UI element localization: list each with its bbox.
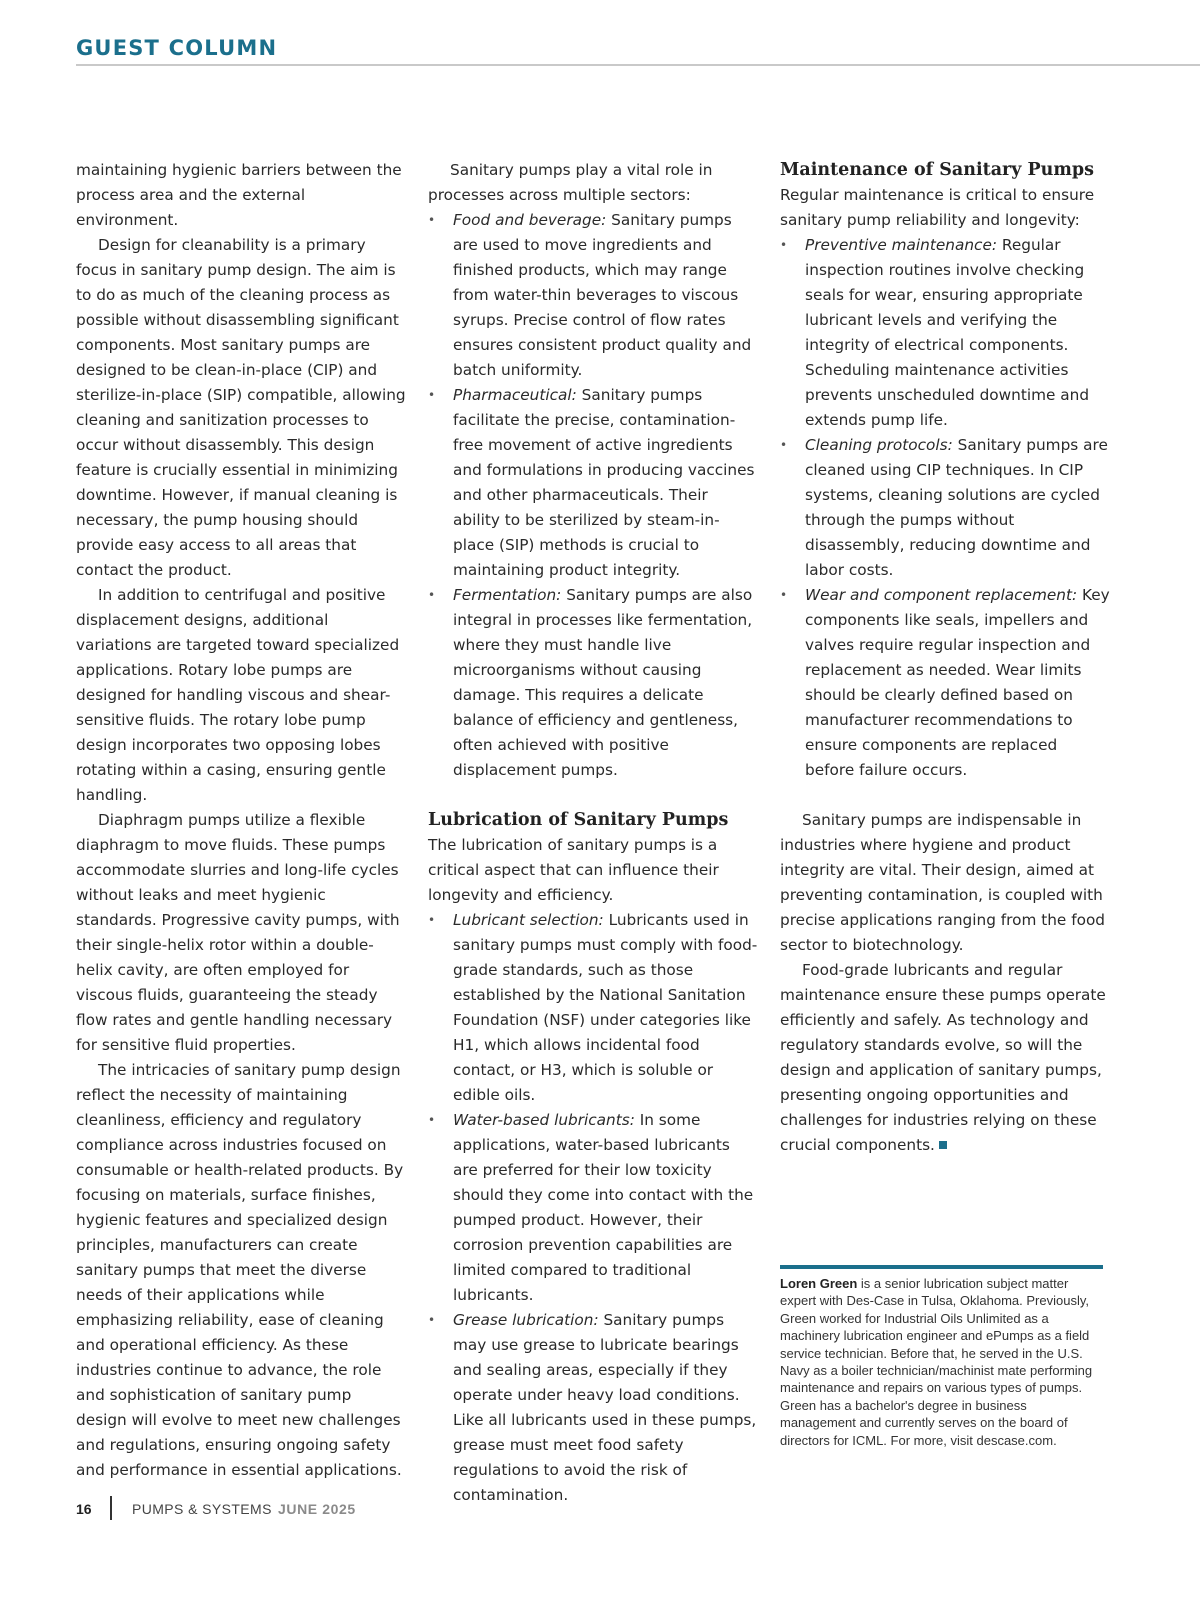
footer-divider [110,1496,112,1520]
list-term: Wear and component replacement: [805,586,1078,604]
list-text: Key components like seals, impellers and valves require regular inspection and replacement as needed. Wear limits should be clearly defined based on manufacturer recommendations to ensure components are replaced before failure occurs. [805,586,1110,779]
list-text: Sanitary pumps are also integral in processes like fermentation, where they must handle live microorganisms without causing damage. This requires a delicate balance of efficiency and gentleness, often achieved with positive displacement pumps. [453,586,753,779]
list-item [428,908,758,1108]
list-item [780,433,1110,583]
list-term: Cleaning protocols: [805,436,953,454]
paragraph: Sanitary pumps play a vital role in processes across multiple sectors: [428,161,713,204]
author-bio-text: is a senior lubrication subject matter expert with Des-Case in Tulsa, Oklahoma. Previously, Green worked for Industrial Oils Unlimited as a machinery lubrication engineer and ePumps as a field service technician. Before that, he served in the U.S. Navy as a boiler technician/machinist mate performing maintenance and repairs on various types of pumps. Green has a bachelor's degree in business management and currently serves on the board of directors for ICML. For more, visit descase.com. [780,1276,1093,1448]
list-term: Fermentation: [453,586,562,604]
list-term: Water-based lubricants: [453,1111,635,1129]
list-item [428,1108,758,1308]
list-term: Pharmaceutical: [453,386,577,404]
list-text: Sanitary pumps are used to move ingredients and finished products, which may range from water-thin beverages to viscous syrups. Precise control of flow rates ensures consistent product quality and batch uniformity. [453,211,752,379]
list-term: Lubricant selection: [453,911,604,929]
paragraph: Regular maintenance is critical to ensure sanitary pump reliability and longevity: [780,186,1095,229]
paragraph: Sanitary pumps are indispensable in industries where hygiene and product integrity are vital. Their design, aimed at preventing contamination, is coupled with precise applications ranging from the food sector to biotechnology. [780,811,1106,954]
list-item [780,233,1110,433]
list-text: Sanitary pumps facilitate the precise, contamination-free movement of active ingredients and formulations in producing vaccines and other pharmaceuticals. Their ability to be sterilized by steam-in-place (SIP) methods is crucial to maintaining product integrity. [453,386,755,579]
column-1 [76,158,406,1483]
issue-date: JUNE 2025 [278,1501,356,1517]
list-text: Regular inspection routines involve checking seals for wear, ensuring appropriate lubricant levels and verifying the integrity of electrical components. Scheduling maintenance activities prevents unscheduled downtime and extends pump life. [805,236,1090,429]
paragraph: Diaphragm pumps utilize a flexible diaphragm to move fluids. These pumps accommodate slurries and long-life cycles without leaks and meet hygienic standards. Progressive cavity pumps, with their single-helix rotor within a double-helix cavity, are often employed for viscous fluids, guaranteeing the steady flow rates and gentle handling necessary for sensitive fluid properties. [76,811,400,1054]
author-bio [780,1265,1103,1449]
paragraph: The intricacies of sanitary pump design reflect the necessity of maintaining cleanliness, efficiency and regulatory compliance across industries focused on consumable or health-related products. By focusing on materials, surface finishes, hygienic features and specialized design principles, manufacturers can create sanitary pumps that meet the diverse needs of their applications while emphasizing reliability, ease of cleaning and operational efficiency. As these industries continue to advance, the role and sophistication of sanitary pump design will evolve to meet new challenges and regulations, ensuring ongoing safety and performance in essential applications. [76,1061,404,1479]
section-title: GUEST COLUMN [76,36,278,60]
end-of-article-icon [939,1141,947,1149]
paragraph: In addition to centrifugal and positive displacement designs, additional variations are targeted toward specialized applications. Rotary lobe pumps are designed for handling viscous and shear-sensitive fluids. The rotary lobe pump design incorporates two opposing lobes rotating within a casing, ensuring gentle handling. [76,586,400,804]
paragraph: Design for cleanability is a primary focus in sanitary pump design. The aim is to do as much of the cleaning process as possible without disassembling significant components. Most sanitary pumps are designed to be clean-in-place (CIP) and sterilize-in-place (SIP) compatible, allowing cleaning and sanitization processes to occur without disassembly. This design feature is crucially essential in minimizing downtime. However, if manual cleaning is necessary, the pump housing should provide easy access to all areas that contact the product. [76,236,406,579]
author-name: Loren Green [780,1276,858,1291]
list-item [428,208,758,383]
list-text: Lubricants used in sanitary pumps must comply with food-grade standards, such as those established by the National Sanitation Foundation (NSF) under categories like H1, which allows incidental food contact, or H3, which is soluble or edible oils. [453,911,758,1104]
column-3 [780,158,1110,1158]
paragraph: maintaining hygienic barriers between the process area and the external environment. [76,161,402,229]
paragraph [780,958,1110,1158]
list-text: Sanitary pumps may use grease to lubricate bearings and sealing areas, especially if they operate under heavy load conditions. Like all lubricants used in these pumps, grease must meet food safety regulations to avoid the risk of contamination. [453,1311,757,1504]
list-term: Food and beverage: [453,211,607,229]
publication-name: PUMPS & SYSTEMS [132,1501,272,1517]
section-heading: Lubrication of Sanitary Pumps [428,810,729,830]
list-item [428,383,758,583]
paragraph: The lubrication of sanitary pumps is a critical aspect that can influence their longevity and efficiency. [428,836,719,904]
list-term: Grease lubrication: [453,1311,599,1329]
lubrication-list [428,908,758,1508]
list-text: Sanitary pumps are cleaned using CIP techniques. In CIP systems, cleaning solutions are cycled through the pumps without disassembly, reducing downtime and labor costs. [805,436,1108,579]
list-term: Preventive maintenance: [805,236,998,254]
list-item [428,583,758,783]
list-text: In some applications, water-based lubricants are preferred for their low toxicity should they come into contact with the pumped product. However, their corrosion prevention capabilities are limited compared to traditional lubricants. [453,1111,754,1304]
sector-list [428,208,758,783]
page-number: 16 [76,1501,92,1517]
column-2 [428,158,758,1508]
list-item [780,583,1110,783]
maintenance-list [780,233,1110,783]
list-item [428,1308,758,1508]
page-header [76,34,1200,66]
section-heading: Maintenance of Sanitary Pumps [780,160,1095,180]
paragraph-text: Food-grade lubricants and regular maintenance ensure these pumps operate efficiently and safely. As technology and regulatory standards evolve, so will the design and application of sanitary pumps, presenting ongoing opportunities and challenges for industries relying on these crucial components. [780,961,1106,1154]
page-footer [76,1496,476,1522]
